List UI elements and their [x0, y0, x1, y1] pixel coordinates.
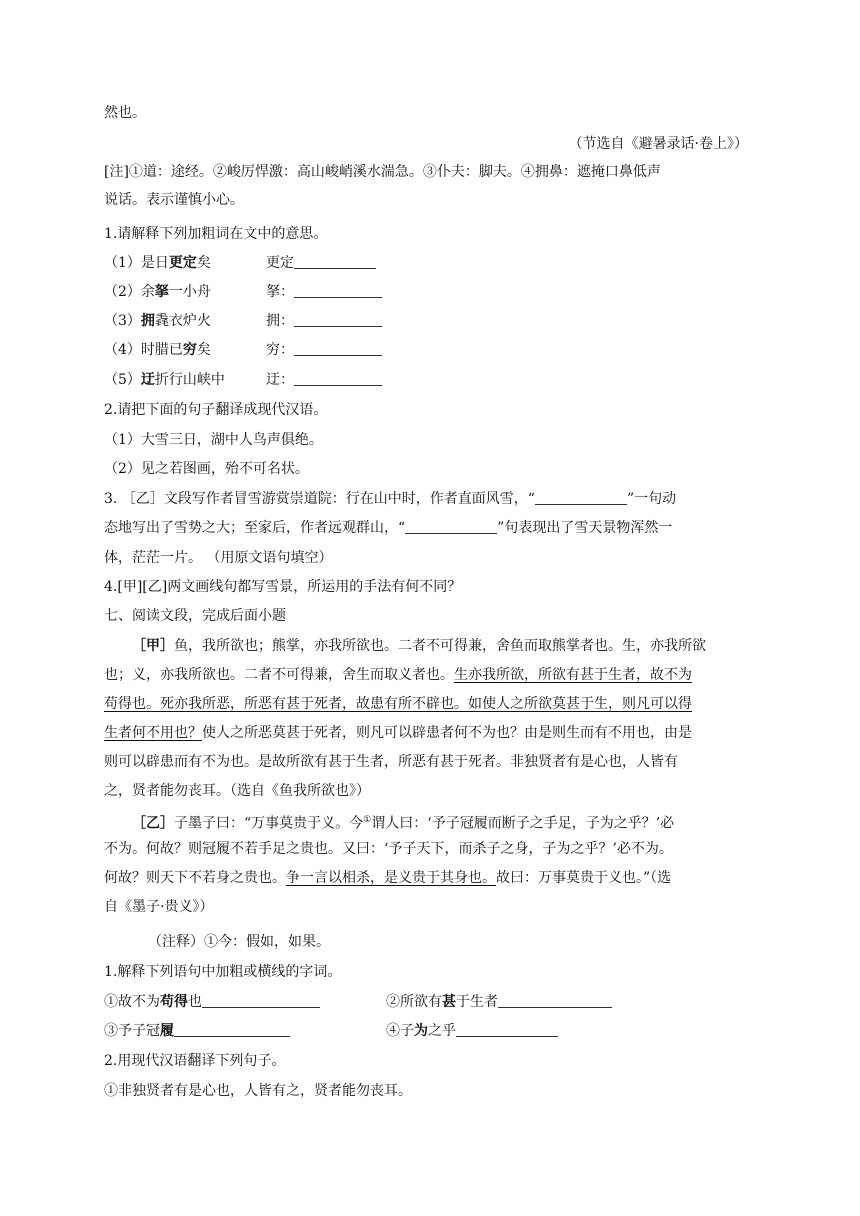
item-text: 一小舟	[168, 284, 211, 300]
answer-blank[interactable]	[535, 490, 627, 505]
question-item	[386, 992, 612, 1012]
answer-slot	[266, 311, 382, 331]
passage-line: 之，贤者能勿丧耳。（选自《鱼我所欲也》）	[104, 783, 370, 799]
item-number: （4）	[104, 342, 141, 358]
item-text: 于生者	[456, 994, 498, 1010]
question-title: 1.解释下列语句中加粗或横线的字词。	[104, 964, 342, 980]
answer-slot	[266, 370, 382, 390]
passage-line	[132, 636, 706, 656]
answer-blank[interactable]	[174, 1022, 290, 1037]
question-item	[104, 253, 211, 273]
bold-word: 为	[414, 1023, 428, 1039]
answer-blank[interactable]	[294, 371, 382, 386]
answer-blank[interactable]	[456, 1022, 558, 1037]
question-item	[386, 1021, 558, 1041]
passage-text: 子墨子曰：“万事莫贵于义。今	[174, 815, 364, 832]
question-title: 2.请把下面的句子翻译成现代汉语。	[104, 402, 328, 418]
answer-slot	[266, 282, 382, 302]
bold-word: 苟得	[160, 994, 188, 1010]
answer-blank[interactable]	[294, 341, 382, 356]
passage-text: 也；义，亦我所欲也。二者不可得兼，舍生而取义者也。	[104, 667, 454, 683]
q3-text: ”句表现出了雪天景物浑然一	[497, 520, 673, 536]
item-text: 毳衣炉火	[154, 313, 211, 329]
source-citation: （节选自《避暑录话·卷上》）	[568, 136, 748, 152]
item-text: 是日	[140, 255, 169, 271]
underlined-text: 争一言以相杀，是义贵于其身也。	[286, 870, 496, 886]
answer-word: 拥：	[266, 313, 294, 329]
sentence: （2）见之若图画，殆不可名状。	[104, 461, 309, 477]
question-line	[104, 518, 672, 538]
passage-label: ［甲］	[132, 638, 174, 654]
bold-word: 迂	[140, 372, 155, 388]
passage-line: 则可以辟患而有不为也。是故所欲有甚于生者，所恶有甚于死者。非独贤者有是心也，人皆有	[104, 754, 678, 770]
item-number: （3）	[104, 313, 141, 329]
item-text: ③予子冠	[104, 1023, 160, 1039]
passage-line	[104, 665, 692, 685]
question-item	[104, 992, 320, 1012]
item-number: （5）	[104, 372, 141, 388]
passage-line	[104, 723, 692, 743]
answer-blank[interactable]	[202, 993, 320, 1008]
section-heading: 七、阅读文段，完成后面小题	[104, 608, 286, 624]
passage-line	[104, 868, 671, 888]
underlined-text: 生者何不用也？	[104, 725, 202, 741]
question-item	[104, 370, 225, 390]
item-text: 也	[188, 994, 202, 1010]
bold-word: 穷	[182, 342, 197, 358]
answer-blank[interactable]	[294, 283, 382, 298]
item-text: 矣	[196, 255, 211, 271]
passage-text: 故曰：万事莫贵于义也。”（选	[496, 870, 672, 886]
answer-blank[interactable]	[294, 254, 376, 269]
item-text: 矣	[196, 342, 211, 358]
passage-line	[132, 810, 674, 834]
question-item	[104, 311, 211, 331]
text-line: 然也。	[104, 105, 146, 121]
item-text: ④子	[386, 1023, 414, 1039]
item-text: ①故不为	[104, 994, 160, 1010]
underlined-text: 生亦我所欲，所欲有甚于生者，故不为	[454, 667, 692, 683]
answer-slot	[266, 253, 376, 273]
question-line	[104, 489, 676, 509]
passage-text: 何故？则天下不若身之贵也。	[104, 870, 286, 886]
bold-word: 甚	[442, 994, 456, 1010]
item-number: （1）	[104, 255, 141, 271]
passage-text: 谓人曰：‘予子冠履而断子之手足，子为之乎？’必	[371, 815, 675, 832]
question-item	[104, 1021, 290, 1041]
answer-blank[interactable]	[294, 312, 382, 327]
question-item	[104, 282, 211, 302]
answer-blank[interactable]	[498, 993, 612, 1008]
item-text: ②所欲有	[386, 994, 442, 1010]
note-line: [注]①道：途经。②峻厉悍激：高山峻峭溪水湍急。③仆夫：脚夫。④拥鼻：遮掩口鼻低声	[104, 164, 661, 180]
passage-text: 使人之所恶莫甚于死者，则凡可以辟患者何不为也？由是则生而有不用也，由是	[202, 725, 692, 741]
bold-word: 履	[160, 1023, 174, 1039]
q3-text: 3. ［乙］文段写作者冒雪游赏崇道院：行在山中时，作者直面风雪，“	[104, 491, 535, 507]
footnote-marker: ①	[363, 815, 372, 825]
underlined-text: 苟得也。死亦我所恶，所恶有甚于死者，故患有所不辟也。如使人之所欲莫甚于生，则凡可以得	[104, 696, 692, 712]
passage-text: 鱼，我所欲也；熊掌，亦我所欲也。二者不可得兼，舍鱼而取熊掌者也。生，亦我所欲	[174, 638, 706, 654]
item-text: 时腊已	[140, 342, 183, 358]
sentence: （1）大雪三日，湖中人鸟声俱绝。	[104, 432, 323, 448]
answer-word: 拏：	[266, 284, 294, 300]
item-number: （2）	[104, 284, 141, 300]
question-title: 2.用现代汉语翻译下列句子。	[104, 1053, 286, 1069]
note-line: 说话。表示谨慎小心。	[104, 192, 244, 208]
sentence: ①非独贤者有是心也，人皆有之，贤者能勿丧耳。	[104, 1083, 412, 1099]
item-text: 余	[140, 284, 155, 300]
answer-slot	[266, 340, 382, 360]
answer-word: 穷：	[266, 342, 294, 358]
item-text: 折行山峡中	[154, 372, 225, 388]
item-text: 之乎	[428, 1023, 456, 1039]
answer-blank[interactable]	[405, 519, 497, 534]
passage-line: 自《墨子·贵义》）	[104, 899, 214, 915]
question-item	[104, 340, 211, 360]
bold-word: 拥	[140, 313, 155, 329]
footnote: （注释）①今：假如，如果。	[148, 934, 330, 950]
question-line: 体，茫茫一片。 （用原文语句填空）	[104, 550, 333, 566]
q3-text: ”一句动	[626, 491, 677, 507]
question-title: 1.请解释下列加粗词在文中的意思。	[104, 226, 328, 242]
q3-text: 态地写出了雪势之大；至家后，作者远观群山，“	[104, 520, 406, 536]
passage-label: ［乙］	[132, 815, 174, 832]
question-title: 4.[甲][乙]两文画线句都写雪景，所运用的手法有何不同？	[104, 579, 462, 595]
answer-word: 迂：	[266, 372, 294, 388]
bold-word: 更定	[168, 255, 197, 271]
passage-line: 不为。何故？则冠履不若手足之贵也。又曰：‘予子天下，而杀子之身，子为之乎？’必不为。	[104, 841, 673, 857]
bold-word: 拏	[154, 284, 169, 300]
answer-word: 更定	[266, 255, 294, 271]
